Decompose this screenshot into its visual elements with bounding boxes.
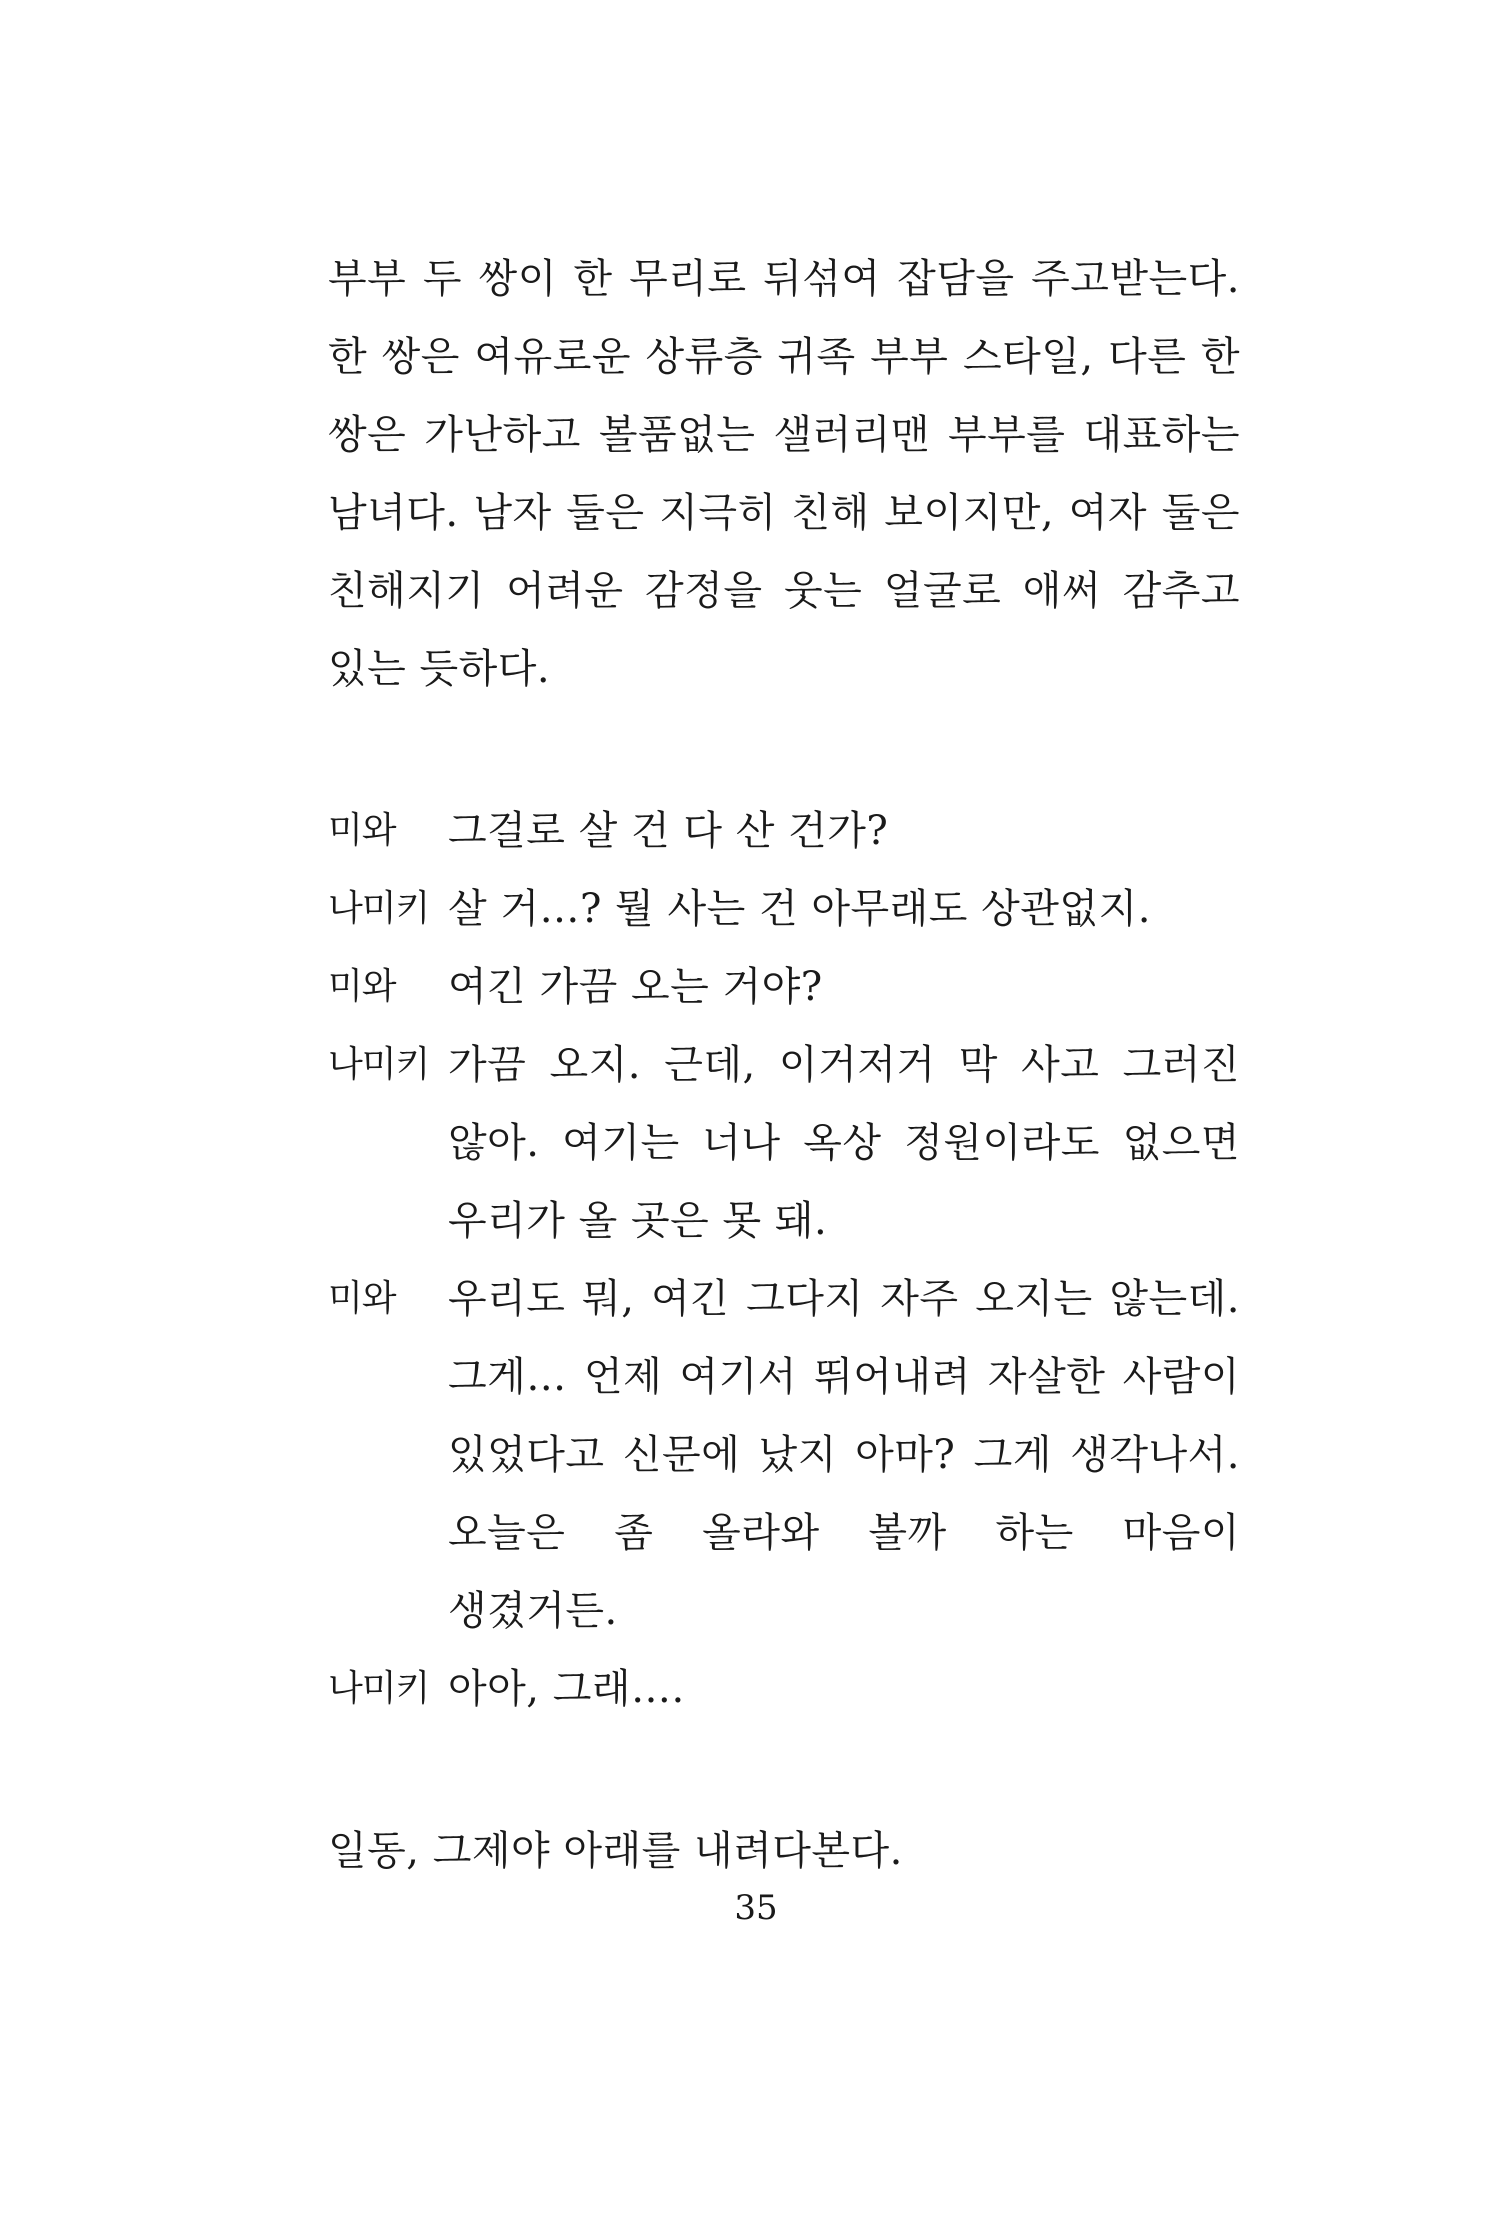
speech-text: 여긴 가끔 오는 거야? xyxy=(448,964,823,1010)
speech-text: 그걸로 살 건 다 산 건가? xyxy=(448,808,889,854)
dialogue-line xyxy=(328,870,1240,948)
speaker-name: 미와 xyxy=(328,810,396,851)
dialogue-line xyxy=(328,1026,1240,1260)
speaker-name: 나미키 xyxy=(328,888,430,929)
speaker-name: 미와 xyxy=(328,1278,396,1319)
speaker-name: 미와 xyxy=(328,966,396,1007)
speech-text: 아아, 그래…. xyxy=(448,1666,685,1712)
script-page xyxy=(328,240,1240,1890)
speech-text: 가끔 오지. 근데, 이거저거 막 사고 그러진 않아. 여기는 너나 옥상 정원이라도 없으면 우리가 올 곳은 못 돼. xyxy=(448,1042,1240,1244)
page-number: 35 xyxy=(734,1888,778,1928)
opening-stage-direction: 부부 두 쌍이 한 무리로 뒤섞여 잡담을 주고받는다. 한 쌍은 여유로운 상류층 귀족 부부 스타일, 다른 한 쌍은 가난하고 볼품없는 샐러리맨 부부를 대표하는 남녀다. 남자 둘은 지극히 친해 보이지만, 여자 둘은 친해지기 어려운 감정을 웃는 얼굴로 애써 감추고 있는 듯하다. xyxy=(328,256,1240,692)
closing-stage-direction: 일동, 그제야 아래를 내려다본다. xyxy=(328,1828,903,1874)
speech-text: 우리도 뭐, 여긴 그다지 자주 오지는 않는데. 그게… 언제 여기서 뛰어내려 자살한 사람이 있었다고 신문에 났지 아마? 그게 생각나서. 오늘은 좀 올라와 볼까 하는 마음이 생겼거든. xyxy=(448,1276,1240,1634)
speaker-name: 나미키 xyxy=(328,1668,430,1709)
dialogue-line xyxy=(328,1260,1240,1650)
speaker-name: 나미키 xyxy=(328,1044,430,1085)
dialogue-line xyxy=(328,1650,1240,1728)
dialogue-block xyxy=(328,792,1240,1728)
dialogue-line xyxy=(328,792,1240,870)
speech-text: 살 거…? 뭘 사는 건 아무래도 상관없지. xyxy=(448,886,1151,932)
dialogue-line xyxy=(328,948,1240,1026)
